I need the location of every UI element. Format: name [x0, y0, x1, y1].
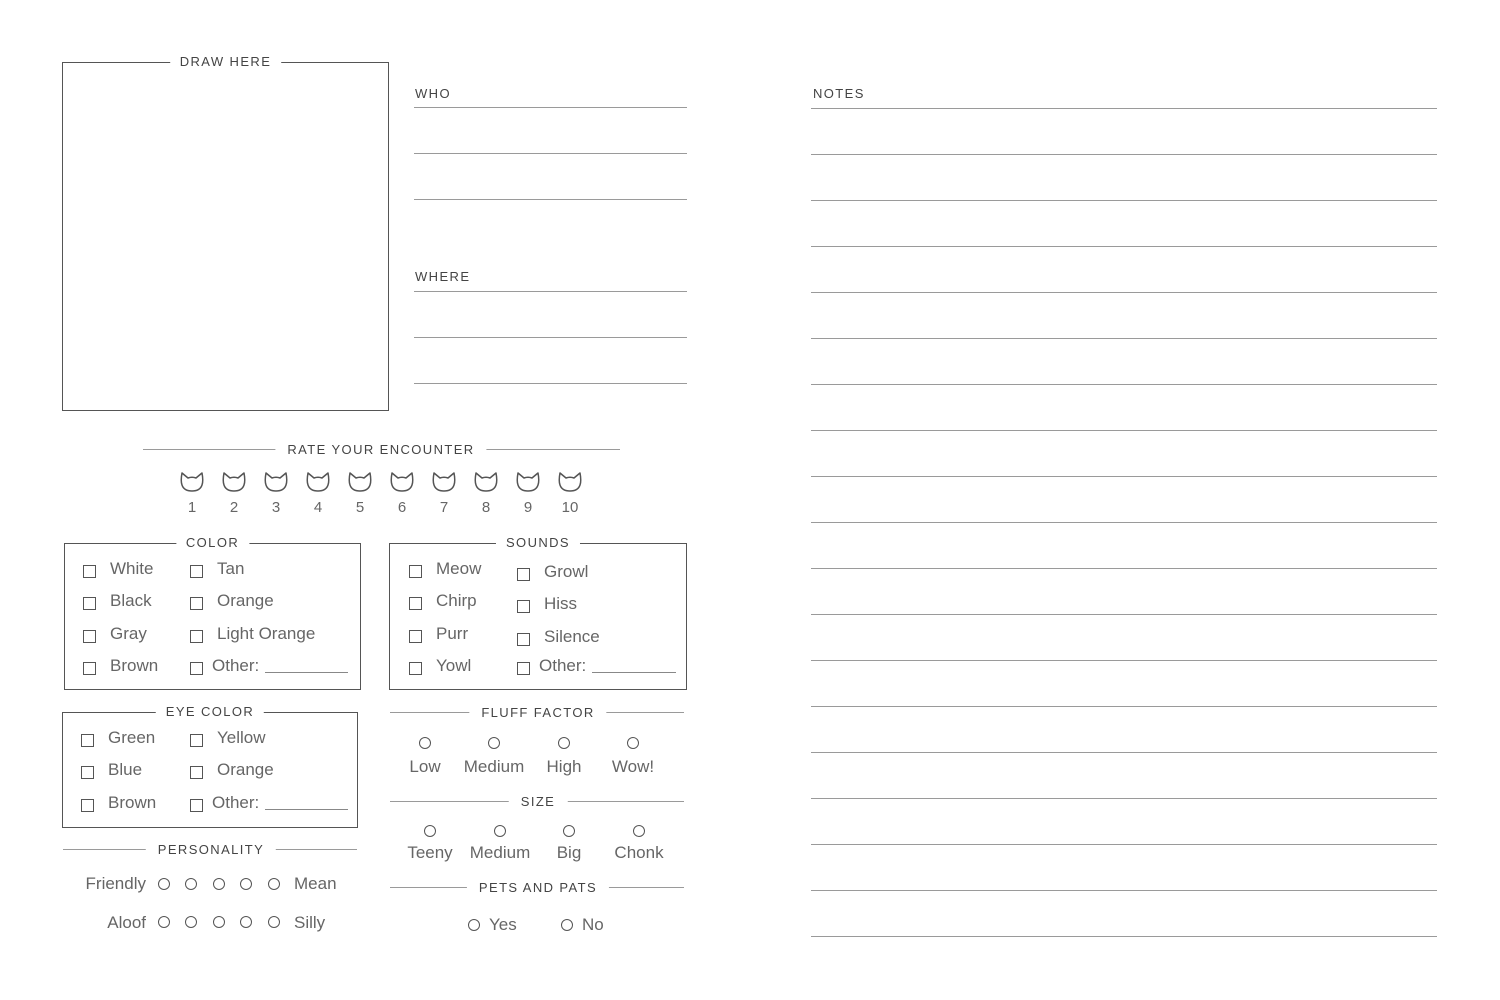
personality-friendly-mean-radio-3[interactable] — [213, 878, 225, 890]
rating-number-5: 5 — [355, 499, 365, 516]
color-white-label: White — [110, 559, 154, 578]
size-title: SIZE — [509, 794, 568, 809]
sound-silence-checkbox[interactable] — [517, 633, 530, 646]
color-light-orange-checkbox[interactable] — [190, 630, 203, 643]
notes-line[interactable] — [811, 890, 1437, 891]
where-line-3[interactable] — [414, 383, 687, 384]
personality-friendly-mean-radio-5[interactable] — [268, 878, 280, 890]
eye-orange-checkbox[interactable] — [190, 766, 203, 779]
personality-aloof-silly-radio-5[interactable] — [268, 916, 280, 928]
eye-blue-label: Blue — [108, 760, 143, 779]
cat-head-icon[interactable] — [347, 470, 373, 494]
notes-line[interactable] — [811, 292, 1437, 293]
pets-yes-radio[interactable] — [468, 919, 480, 931]
size-teeny-radio[interactable] — [424, 825, 436, 837]
rating-number-7: 7 — [439, 499, 449, 516]
color-tan-label: Tan — [217, 559, 245, 578]
draw-area-label: DRAW HERE — [170, 54, 282, 69]
color-white-checkbox[interactable] — [83, 565, 96, 578]
color-other-label: Other: — [212, 656, 260, 675]
notes-label: NOTES — [813, 86, 865, 101]
eye-other-label: Other: — [212, 793, 260, 812]
fluff-wow-radio[interactable] — [627, 737, 639, 749]
color-orange-checkbox[interactable] — [190, 597, 203, 610]
where-label: WHERE — [415, 269, 471, 284]
color-other-checkbox[interactable] — [190, 662, 203, 675]
color-other-line[interactable] — [265, 672, 348, 673]
size-medium-label: Medium — [469, 843, 531, 862]
rate-title: RATE YOUR ENCOUNTER — [275, 442, 486, 457]
size-chonk-radio[interactable] — [633, 825, 645, 837]
draw-area[interactable] — [62, 54, 389, 411]
color-gray-label: Gray — [110, 624, 147, 643]
sound-growl-label: Growl — [544, 562, 589, 581]
pets-yes-label: Yes — [489, 915, 517, 934]
cat-head-icon[interactable] — [263, 470, 289, 494]
sound-yowl-label: Yowl — [436, 656, 472, 675]
eye-yellow-label: Yellow — [217, 728, 266, 747]
eye-color-box — [62, 704, 358, 828]
cat-head-icon[interactable] — [557, 470, 583, 494]
sound-other-line[interactable] — [592, 672, 676, 673]
notes-line[interactable] — [811, 752, 1437, 753]
who-label: WHO — [415, 86, 451, 101]
sound-hiss-label: Hiss — [544, 594, 578, 613]
rating-number-8: 8 — [481, 499, 491, 516]
color-title: COLOR — [176, 535, 249, 550]
color-brown-label: Brown — [110, 656, 159, 675]
rating-number-6: 6 — [397, 499, 407, 516]
size-medium-radio[interactable] — [494, 825, 506, 837]
sound-purr-label: Purr — [436, 624, 469, 643]
pets-no-label: No — [582, 915, 604, 934]
sound-meow-label: Meow — [436, 559, 482, 578]
sounds-title: SOUNDS — [496, 535, 580, 550]
personality-aloof-silly-radio-4[interactable] — [240, 916, 252, 928]
sound-meow-checkbox[interactable] — [409, 565, 422, 578]
eye-brown-label: Brown — [108, 793, 157, 812]
rating-number-3: 3 — [271, 499, 281, 516]
notes-line[interactable] — [811, 936, 1437, 937]
color-black-label: Black — [110, 591, 152, 610]
size-teeny-label: Teeny — [407, 843, 453, 862]
sound-purr-checkbox[interactable] — [409, 630, 422, 643]
cat-head-icon[interactable] — [389, 470, 415, 494]
personality-friendly-mean-radio-4[interactable] — [240, 878, 252, 890]
rating-number-2: 2 — [229, 499, 239, 516]
where-line-1[interactable] — [414, 291, 687, 292]
fluff-low-label: Low — [409, 757, 441, 776]
personality-friendly-label: Friendly — [85, 874, 146, 893]
notes-line[interactable] — [811, 614, 1437, 615]
eye-other-checkbox[interactable] — [190, 799, 203, 812]
notes-line[interactable] — [811, 154, 1437, 155]
cat-head-icon[interactable] — [515, 470, 541, 494]
personality-friendly-mean-radio-2[interactable] — [185, 878, 197, 890]
fluff-high-label: High — [546, 757, 582, 776]
eye-green-label: Green — [108, 728, 156, 747]
sound-yowl-checkbox[interactable] — [409, 662, 422, 675]
color-black-checkbox[interactable] — [83, 597, 96, 610]
personality-aloof-label: Aloof — [107, 913, 146, 932]
fluff-wow-label: Wow! — [611, 757, 655, 776]
cat-head-icon[interactable] — [221, 470, 247, 494]
rating-number-4: 4 — [313, 499, 323, 516]
eye-brown-checkbox[interactable] — [81, 799, 94, 812]
fluff-title: FLUFF FACTOR — [469, 705, 606, 720]
rating-number-10: 10 — [561, 499, 579, 516]
notes-line[interactable] — [811, 660, 1437, 661]
sound-hiss-checkbox[interactable] — [517, 600, 530, 613]
sounds-box — [389, 535, 687, 690]
fluff-low-radio[interactable] — [419, 737, 431, 749]
eye-color-title: EYE COLOR — [156, 704, 264, 719]
eye-yellow-checkbox[interactable] — [190, 734, 203, 747]
personality-mean-label: Mean — [294, 874, 337, 893]
notes-line[interactable] — [811, 798, 1437, 799]
personality-aloof-silly-radio-1[interactable] — [158, 916, 170, 928]
sound-silence-label: Silence — [544, 627, 600, 646]
notes-line[interactable] — [811, 476, 1437, 477]
sound-chirp-label: Chirp — [436, 591, 477, 610]
who-line-2[interactable] — [414, 153, 687, 154]
rating-number-1: 1 — [187, 499, 197, 516]
fluff-high-radio[interactable] — [558, 737, 570, 749]
who-line-3[interactable] — [414, 199, 687, 200]
personality-aloof-silly-radio-2[interactable] — [185, 916, 197, 928]
personality-aloof-silly-radio-3[interactable] — [213, 916, 225, 928]
personality-friendly-mean-radio-1[interactable] — [158, 878, 170, 890]
rating-number-9: 9 — [523, 499, 533, 516]
notes-line[interactable] — [811, 522, 1437, 523]
color-tan-checkbox[interactable] — [190, 565, 203, 578]
eye-orange-label: Orange — [217, 760, 274, 779]
notes-line[interactable] — [811, 430, 1437, 431]
notes-line[interactable] — [811, 384, 1437, 385]
color-light-orange-label: Light Orange — [217, 624, 316, 643]
color-orange-label: Orange — [217, 591, 274, 610]
notes-line[interactable] — [811, 246, 1437, 247]
personality-title: PERSONALITY — [146, 842, 276, 857]
cat-head-icon[interactable] — [473, 470, 499, 494]
eye-blue-checkbox[interactable] — [81, 766, 94, 779]
fluff-medium-radio[interactable] — [488, 737, 500, 749]
notes-line[interactable] — [811, 568, 1437, 569]
who-line-1[interactable] — [414, 107, 687, 108]
notes-line[interactable] — [811, 200, 1437, 201]
notes-line[interactable] — [811, 338, 1437, 339]
personality-silly-label: Silly — [294, 913, 326, 932]
eye-other-line[interactable] — [265, 809, 348, 810]
sound-chirp-checkbox[interactable] — [409, 597, 422, 610]
color-brown-checkbox[interactable] — [83, 662, 96, 675]
cat-head-icon[interactable] — [431, 470, 457, 494]
cat-head-icon[interactable] — [179, 470, 205, 494]
size-big-radio[interactable] — [563, 825, 575, 837]
pets-no-radio[interactable] — [561, 919, 573, 931]
color-gray-checkbox[interactable] — [83, 630, 96, 643]
pets-title: PETS AND PATS — [467, 880, 609, 895]
cat-head-icon[interactable] — [305, 470, 331, 494]
size-chonk-label: Chonk — [614, 843, 664, 862]
fluff-medium-label: Medium — [463, 757, 525, 776]
sound-other-checkbox[interactable] — [517, 662, 530, 675]
sound-growl-checkbox[interactable] — [517, 568, 530, 581]
notes-line[interactable] — [811, 706, 1437, 707]
eye-green-checkbox[interactable] — [81, 734, 94, 747]
notes-line[interactable] — [811, 108, 1437, 109]
where-line-2[interactable] — [414, 337, 687, 338]
size-big-label: Big — [556, 843, 582, 862]
sound-other-label: Other: — [539, 656, 587, 675]
notes-line[interactable] — [811, 844, 1437, 845]
